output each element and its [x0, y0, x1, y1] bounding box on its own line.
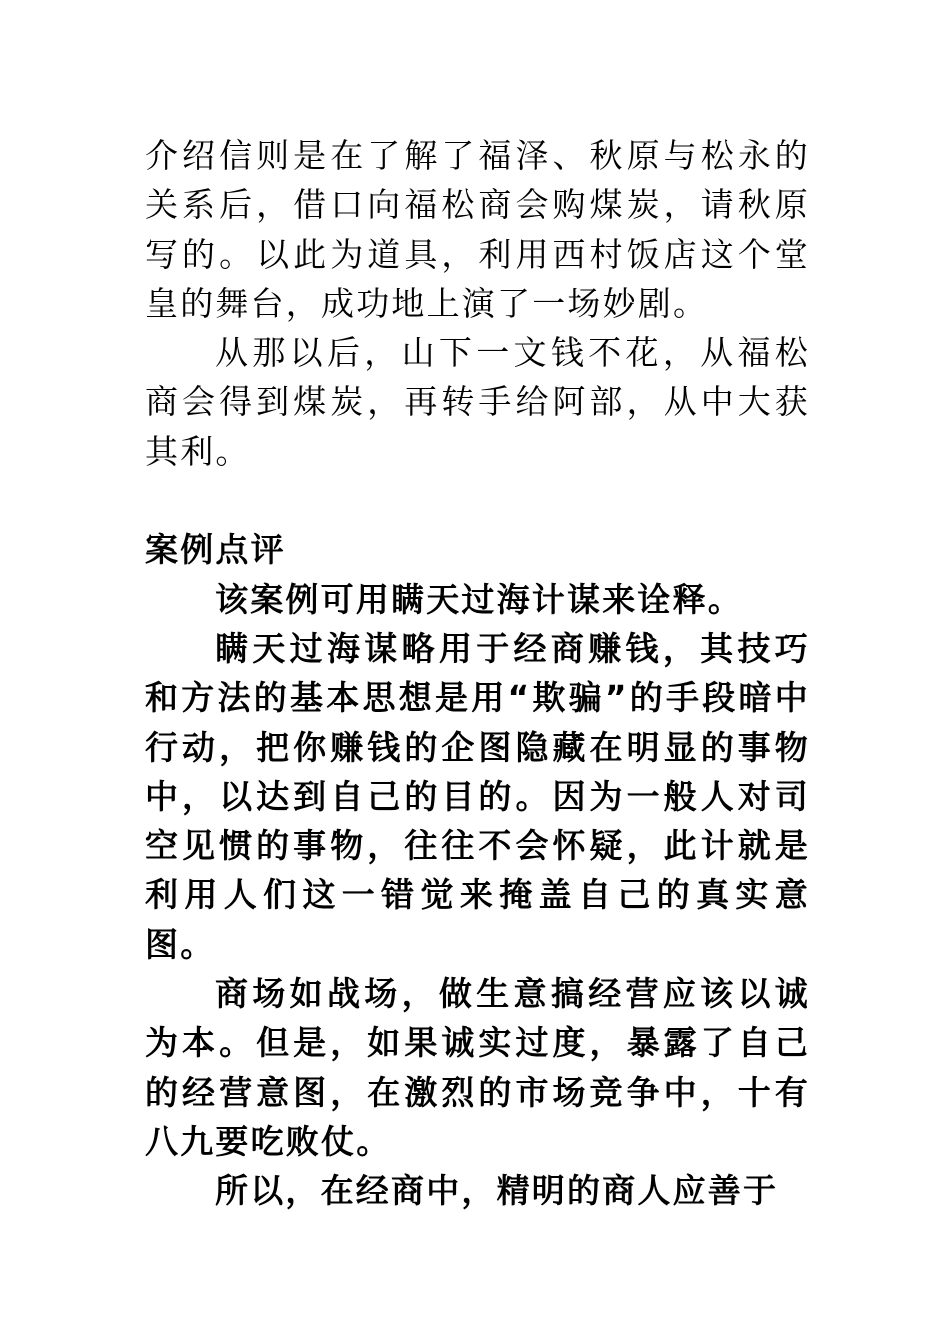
review-paragraph-1: 该案例可用瞒天过海计谋来诠释。 — [215, 579, 743, 619]
story-paragraph-1: 介绍信则是在了解了福泽、秋原与松永的关系后，借口向福松商会购煤炭，请秋原写的。以此为道具，利用西村饭店这个堂皇的舞台，成功地上演了一场妙剧。 — [145, 136, 810, 323]
blank-line — [145, 476, 810, 525]
review-paragraph-2: 瞒天过海谋略用于经商赚钱，其技巧和方法的基本思想是用“欺骗”的手段暗中行动，把你赚钱的企图隐藏在明显的事物中，以达到自己的目的。因为一般人对司空见惯的事物，往往不会怀疑，此计就是利用人们这一错觉来掩盖自己的真实意图。 — [145, 628, 810, 964]
story-paragraph-2: 从那以后，山下一文钱不花，从福松商会得到煤炭，再转手给阿部，从中大获其利。 — [145, 333, 810, 471]
section-heading: 案例点评 — [145, 530, 286, 570]
review-paragraph-4: 所以，在经商中，精明的商人应善于 — [215, 1171, 779, 1211]
review-paragraph-3: 商场如战场，做生意搞经营应该以诚为本。但是，如果诚实过度，暴露了自己的经营意图，在激烈的市场竞争中，十有八九要吃败仗。 — [145, 974, 810, 1161]
document-page — [145, 131, 810, 1216]
